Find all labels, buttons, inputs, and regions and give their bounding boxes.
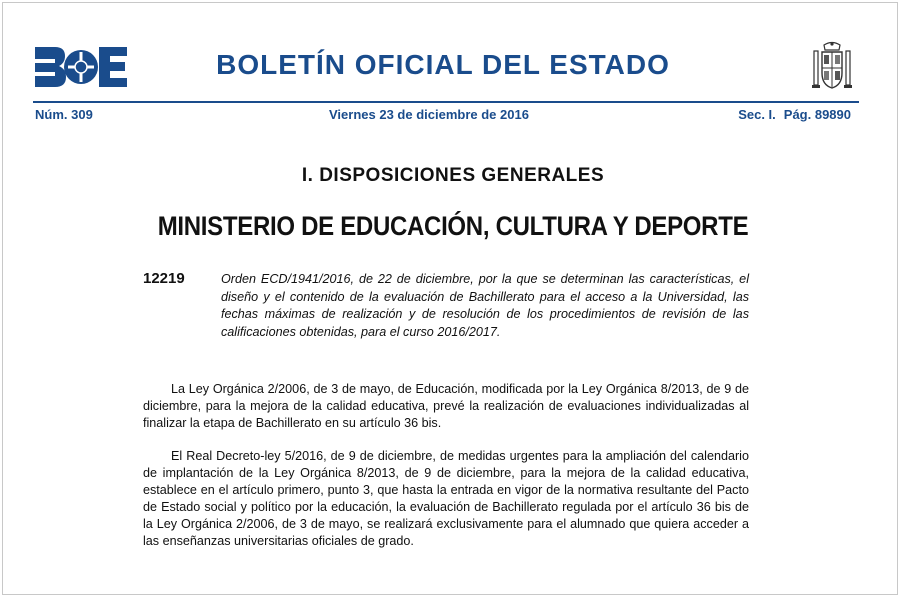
boe-logo-icon — [35, 47, 127, 87]
page-number: Pág. 89890 — [783, 107, 851, 122]
issue-date: Viernes 23 de diciembre de 2016 — [329, 107, 529, 122]
header-divider — [33, 101, 859, 103]
bulletin-title: BOLETÍN OFICIAL DEL ESTADO — [216, 49, 670, 80]
section-label: Sec. I. — [738, 107, 776, 122]
section-title: I. DISPOSICIONES GENERALES — [301, 165, 605, 186]
coat-of-arms-icon — [809, 41, 855, 93]
entry-reference-number: 12219 — [143, 270, 185, 287]
body-paragraph: El Real Decreto-ley 5/2016, de 9 de diciembre, de medidas urgentes para la ampliación del calendario de implantación de la Ley Orgánica 8/2013, de 9 de diciembre, para la mejora de la calidad educativa, establece en el artículo primero, punto 3, que hasta la entrada en vigor de la normativa resultante del Pacto de Estado social y político por la educación, la evaluación de Bachillerato regulada por el artículo 36 bis de la Ley Orgánica 2/2006, de 3 de mayo, se realizará exclusivamente para el alumnado que quiera acceder a las enseñanzas universitarias oficiales de grado. — [143, 449, 749, 548]
entry-summary: Orden ECD/1941/2016, de 22 de diciembre, por la que se determinan las características, el diseño y el contenido de la evaluación de Bachillerato para el acceso a la Universidad, las fechas máximas de realización y de resolución de los procedimientos de revisión de las calificaciones obtenidas, para el curso 2016/2017. — [221, 272, 749, 339]
issue-number: Núm. 309 — [35, 107, 93, 122]
document-page — [2, 2, 898, 595]
body-paragraph: La Ley Orgánica 2/2006, de 3 de mayo, de Educación, modificada por la Ley Orgánica 8/2013, de 9 de diciembre, para la mejora de la calidad educativa, prevé la realización de evaluaciones individualizadas al finalizar la etapa de Bachillerato en su artículo 36 bis. — [143, 382, 749, 430]
section-page-info — [738, 107, 851, 122]
ministry-name: MINISTERIO DE EDUCACIÓN, CULTURA Y DEPORTE — [157, 211, 749, 242]
